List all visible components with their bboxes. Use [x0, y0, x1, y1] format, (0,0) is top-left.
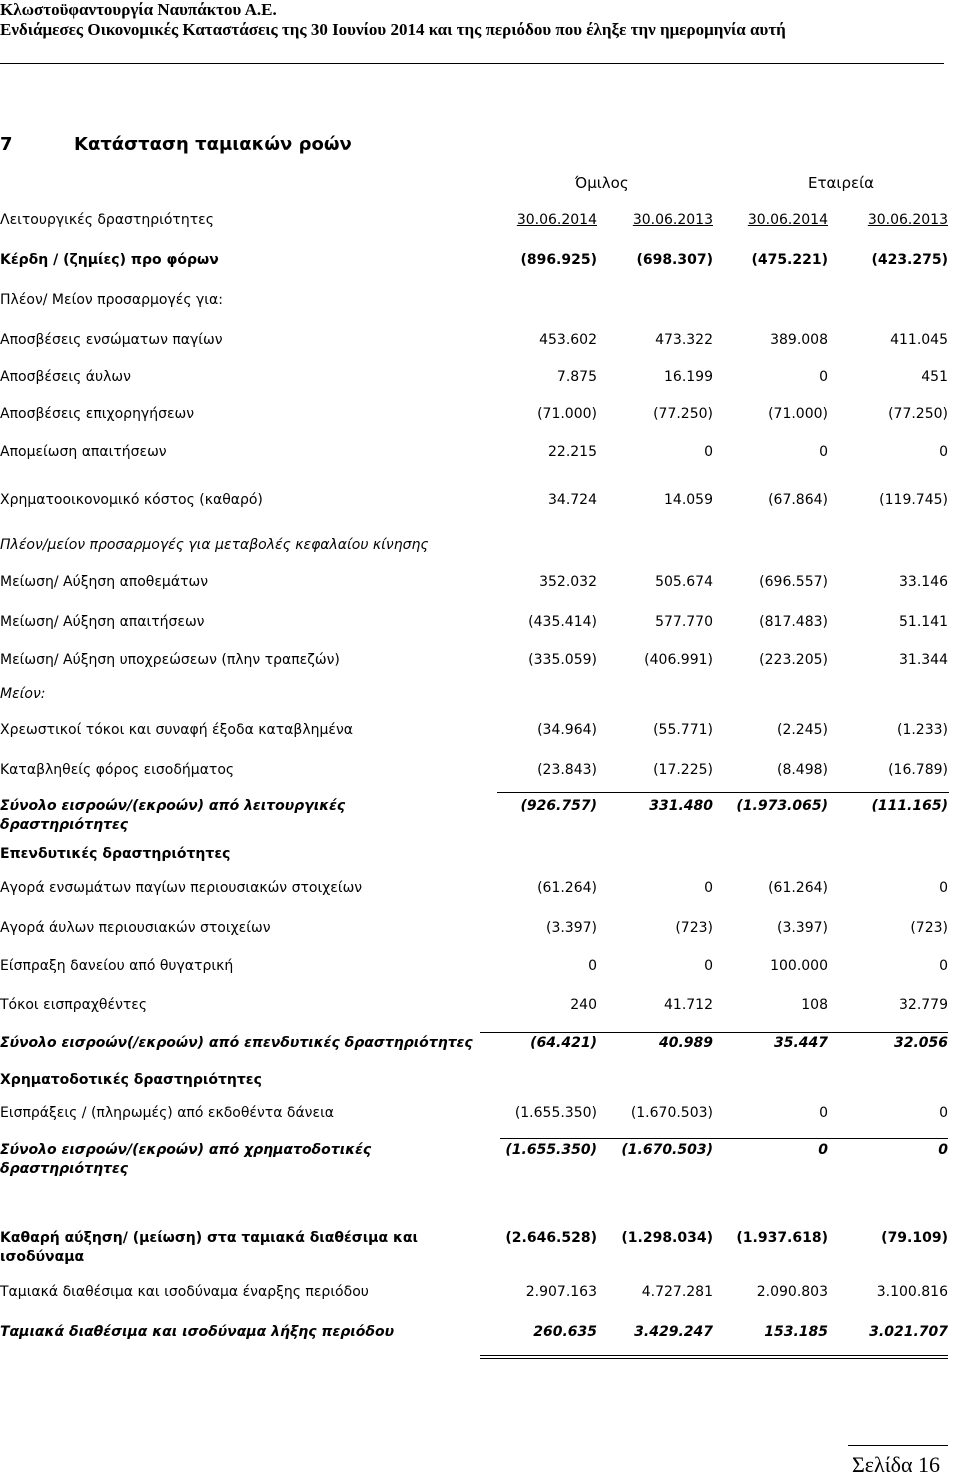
- company-name: Κλωστοϋφαντουργία Ναυπάκτου Α.Ε.: [0, 0, 277, 19]
- cell-value: (698.307): [636, 252, 713, 268]
- cell-value: (926.757): [520, 798, 597, 814]
- cell-value: 100.000: [770, 958, 828, 974]
- row-label: Απομείωση απαιτήσεων: [0, 444, 167, 460]
- row-label: Αποσβέσεις άυλων: [0, 369, 131, 385]
- cell-value: (423.275): [871, 252, 948, 268]
- row-label: Σύνολο εισροών(/εκροών) από επενδυτικές δραστηριότητες: [0, 1035, 473, 1051]
- cell-value: 577.770: [655, 614, 713, 630]
- cell-value: 0: [704, 880, 713, 896]
- cell-value: (1.655.350): [514, 1105, 597, 1121]
- cell-value: 31.344: [899, 652, 948, 668]
- cell-value: (475.221): [751, 252, 828, 268]
- row-label: Σύνολο εισροών/(εκροών) από λειτουργικές: [0, 798, 346, 814]
- cell-value: 0: [939, 1105, 948, 1121]
- cell-value: (71.000): [537, 406, 597, 422]
- footer-rule: [848, 1445, 948, 1446]
- cell-value: 3.429.247: [634, 1324, 713, 1340]
- row-label: Χρεωστικοί τόκοι και συναφή έξοδα καταβλημένα: [0, 722, 353, 738]
- cell-value: (1.670.503): [621, 1142, 713, 1158]
- cell-value: (77.250): [888, 406, 948, 422]
- cell-value: 35.447: [773, 1035, 828, 1051]
- cell-value: (335.059): [528, 652, 597, 668]
- cell-value: (17.225): [653, 762, 713, 778]
- cell-value: 0: [819, 1105, 828, 1121]
- cell-value: 32.056: [893, 1035, 948, 1051]
- column-date-header: 30.06.2014: [516, 212, 597, 228]
- cell-value: (79.109): [881, 1230, 948, 1246]
- section-title: Κατάσταση ταμιακών ροών: [74, 134, 352, 155]
- cell-value: (23.843): [537, 762, 597, 778]
- cell-value: 0: [704, 958, 713, 974]
- row-label: Αποσβέσεις ενσώματων παγίων: [0, 332, 223, 348]
- cell-value: (71.000): [768, 406, 828, 422]
- row-label: Σύνολο εισροών/(εκροών) από χρηματοδοτικές: [0, 1142, 372, 1158]
- cell-value: (3.397): [776, 920, 828, 936]
- row-label: Κέρδη / (ζημίες) προ φόρων: [0, 252, 219, 268]
- cell-value: 32.779: [899, 997, 948, 1013]
- cell-value: (1.233): [896, 722, 948, 738]
- cell-value: 0: [938, 1142, 948, 1158]
- row-label: Καταβληθείς φόρος εισοδήματος: [0, 762, 235, 778]
- cell-value: 41.712: [664, 997, 713, 1013]
- row-label-cont: ισοδύναμα: [0, 1249, 85, 1265]
- cell-value: 453.602: [539, 332, 597, 348]
- cell-value: 352.032: [539, 574, 597, 590]
- cell-value: (223.205): [759, 652, 828, 668]
- row-label: Αγορά ενσωμάτων παγίων περιουσιακών στοιχείων: [0, 880, 363, 896]
- cell-value: 0: [818, 1142, 828, 1158]
- cell-value: 3.100.816: [876, 1284, 948, 1300]
- company-header: Εταιρεία: [808, 174, 875, 192]
- cell-value: 0: [819, 369, 828, 385]
- column-date-header: 30.06.2013: [632, 212, 713, 228]
- cell-value: 0: [939, 958, 948, 974]
- cell-value: (723): [675, 920, 713, 936]
- cell-value: (896.925): [520, 252, 597, 268]
- cell-value: (119.745): [879, 492, 948, 508]
- total-rule: [480, 1358, 948, 1359]
- cell-value: 389.008: [770, 332, 828, 348]
- cell-value: (67.864): [768, 492, 828, 508]
- cell-value: (64.421): [530, 1035, 597, 1051]
- cell-value: 505.674: [655, 574, 713, 590]
- column-date-header: 30.06.2014: [747, 212, 828, 228]
- row-label: Χρηματοδοτικές δραστηριότητες: [0, 1072, 262, 1088]
- cell-value: (1.973.065): [736, 798, 828, 814]
- row-label: Είσπραξη δανείου από θυγατρική: [0, 958, 234, 974]
- cell-value: (1.298.034): [621, 1230, 713, 1246]
- cell-value: 260.635: [533, 1324, 597, 1340]
- header-rule: [0, 63, 944, 64]
- row-label: Ταμιακά διαθέσιμα και ισοδύναμα έναρξης περιόδου: [0, 1284, 369, 1300]
- cell-value: (406.991): [644, 652, 713, 668]
- cell-value: 34.724: [548, 492, 597, 508]
- section-number: 7: [0, 134, 13, 155]
- row-label: Τόκοι εισπραχθέντες: [0, 997, 148, 1013]
- cell-value: 14.059: [664, 492, 713, 508]
- cell-value: (696.557): [759, 574, 828, 590]
- document-subtitle: Ενδιάμεσες Οικονομικές Καταστάσεις της 30 Ιουνίου 2014 και της περιόδου που έληξε την ημερομηνία αυτή: [0, 20, 786, 39]
- total-rule: [497, 792, 949, 793]
- total-rule: [480, 1032, 948, 1033]
- row-label: Χρηματοοικονομικό κόστος (καθαρό): [0, 492, 263, 508]
- row-label: Μείωση/ Αύξηση απαιτήσεων: [0, 614, 205, 630]
- cell-value: (55.771): [653, 722, 713, 738]
- cell-value: 153.185: [764, 1324, 828, 1340]
- cell-value: (8.498): [776, 762, 828, 778]
- row-label: Μείωση/ Αύξηση υποχρεώσεων (πλην τραπεζών): [0, 652, 340, 668]
- row-label: Πλέον/μείον προσαρμογές για μεταβολές κεφαλαίου κίνησης: [0, 537, 429, 553]
- cell-value: (61.264): [768, 880, 828, 896]
- cell-value: (1.655.350): [505, 1142, 597, 1158]
- total-rule: [500, 1138, 948, 1139]
- cell-value: (435.414): [528, 614, 597, 630]
- column-date-header: 30.06.2013: [867, 212, 948, 228]
- total-rule: [480, 1355, 948, 1356]
- row-label: Μείωση/ Αύξηση αποθεμάτων: [0, 574, 209, 590]
- row-label-cont: δραστηριότητες: [0, 1161, 129, 1177]
- cell-value: 0: [939, 880, 948, 896]
- cell-value: 411.045: [890, 332, 948, 348]
- cell-value: 0: [939, 444, 948, 460]
- cell-value: (77.250): [653, 406, 713, 422]
- cell-value: 4.727.281: [641, 1284, 713, 1300]
- cell-value: (61.264): [537, 880, 597, 896]
- cell-value: 22.215: [548, 444, 597, 460]
- row-label: Ταμιακά διαθέσιμα και ισοδύναμα λήξης περιόδου: [0, 1324, 395, 1340]
- cell-value: (2.646.528): [505, 1230, 597, 1246]
- row-label: Εισπράξεις / (πληρωμές) από εκδοθέντα δάνεια: [0, 1105, 335, 1121]
- cell-value: (3.397): [545, 920, 597, 936]
- cell-value: 16.199: [664, 369, 713, 385]
- cell-value: 0: [819, 444, 828, 460]
- row-label: Αποσβέσεις επιχορηγήσεων: [0, 406, 195, 422]
- cell-value: 3.021.707: [869, 1324, 948, 1340]
- cell-value: 40.989: [658, 1035, 713, 1051]
- cell-value: 0: [588, 958, 597, 974]
- cell-value: (1.670.503): [630, 1105, 713, 1121]
- cell-value: 108: [801, 997, 828, 1013]
- page-number: Σελίδα 16: [852, 1452, 941, 1477]
- cell-value: (723): [910, 920, 948, 936]
- cell-value: (34.964): [537, 722, 597, 738]
- group-header: Όμιλος: [575, 174, 629, 192]
- row-label: Λειτουργικές δραστηριότητες: [0, 212, 214, 228]
- row-label-cont: δραστηριότητες: [0, 817, 129, 833]
- row-label: Επενδυτικές δραστηριότητες: [0, 846, 231, 862]
- cell-value: (111.165): [871, 798, 948, 814]
- cell-value: 0: [704, 444, 713, 460]
- cell-value: 51.141: [899, 614, 948, 630]
- cell-value: 7.875: [556, 369, 597, 385]
- cell-value: 451: [921, 369, 948, 385]
- cell-value: (817.483): [759, 614, 828, 630]
- cell-value: 33.146: [899, 574, 948, 590]
- cell-value: 2.907.163: [525, 1284, 597, 1300]
- cell-value: 240: [570, 997, 597, 1013]
- cell-value: (16.789): [888, 762, 948, 778]
- row-label: Μείον:: [0, 686, 46, 702]
- row-label: Καθαρή αύξηση/ (μείωση) στα ταμιακά διαθέσιμα και: [0, 1230, 418, 1246]
- cell-value: 473.322: [655, 332, 713, 348]
- cell-value: (2.245): [776, 722, 828, 738]
- cell-value: 331.480: [649, 798, 713, 814]
- cell-value: 2.090.803: [756, 1284, 828, 1300]
- row-label: Πλέον/ Μείον προσαρμογές για:: [0, 292, 223, 308]
- cell-value: (1.937.618): [736, 1230, 828, 1246]
- row-label: Αγορά άυλων περιουσιακών στοιχείων: [0, 920, 271, 936]
